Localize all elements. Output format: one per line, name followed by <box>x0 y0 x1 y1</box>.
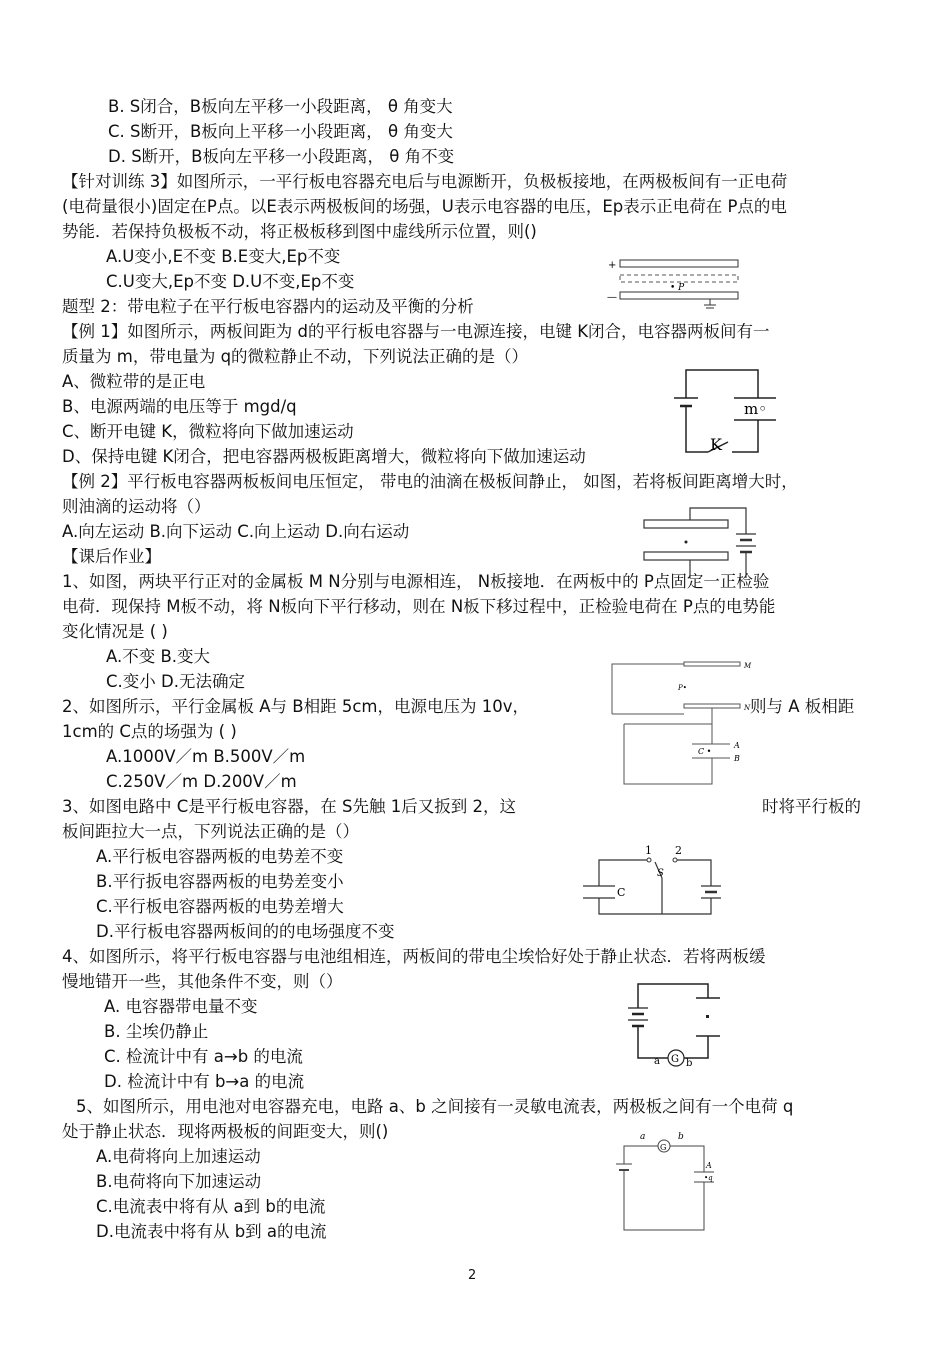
figure-hw1-hw2-circuits <box>604 652 752 792</box>
point-c-label: C • <box>698 747 712 756</box>
training3-question-line3: 势能．若保持负极板不动，将正极板移到图中虚线所示位置，则() <box>62 222 537 241</box>
point-p-label: • P <box>670 283 685 293</box>
hw4-question-line2: 慢地错开一些，其他条件不变，则（） <box>62 972 343 991</box>
example1-option-d: D、保持电键 K闭合，把电容器两极板距离增大，微粒将向下做加速运动 <box>62 447 586 466</box>
hw2-question-line1-tail: 则与 A 板相距 <box>750 697 855 716</box>
hw5-question-line1: 5、如图所示，用电池对电容器充电，电路 a、b 之间接有一灵敏电流表，两极板之间有一个电荷 q <box>76 1097 794 1116</box>
training3-question-line1: 【针对训练 3】如图所示，一平行板电容器充电后与电源断开，负极板接地，在两极板间有一正电荷 <box>62 172 788 191</box>
hw5-option-b: B.电荷将向下加速运动 <box>96 1172 262 1191</box>
training3-question-line2: (电荷量很小)固定在P点。以E表示两极板间的场强，U表示电容器的电压，Ep表示正电荷在 P点的电 <box>62 197 787 216</box>
example2-question-line1: 【例 2】平行板电容器两板板间电压恒定， 带电的油滴在极板间静止， 如图，若将板间距离增大时， <box>62 472 798 491</box>
example1-option-c: C、断开电键 K，微粒将向下做加速运动 <box>62 422 354 441</box>
switch-pos1-label: 1 <box>645 844 652 857</box>
option-b-s-closed: B. S闭合，B板向左平移一小段距离， θ 角变大 <box>108 97 453 116</box>
figure-hw5-galvanometer-circuit <box>610 1130 730 1240</box>
figure-example1-circuit <box>670 362 780 462</box>
point-a-label-hw5: a <box>640 1132 646 1142</box>
example1-option-a: A、微粒带的是正电 <box>62 372 206 391</box>
galvanometer-g-label: G <box>671 1054 679 1065</box>
hw2-question-line2: 1cm的 C点的场强为 ( ) <box>62 722 237 741</box>
hw3-question-line1-tail: 时将平行板的 <box>762 797 861 816</box>
charge-q-label: •q <box>704 1174 713 1182</box>
plate-a-label: A <box>734 741 740 750</box>
minus-label: — <box>607 292 617 303</box>
training3-options-ab: A.U变小,E不变 B.E变大,Ep不变 <box>106 247 341 266</box>
hw3-question-line2: 板间距拉大一点，下列说法正确的是（） <box>62 822 359 841</box>
point-b-label: b <box>686 1058 693 1069</box>
page-number: 2 <box>468 1268 477 1283</box>
hw5-option-c: C.电流表中将有从 a到 b的电流 <box>96 1197 326 1216</box>
homework-heading: 【课后作业】 <box>62 547 161 566</box>
hw4-option-d: D. 检流计中有 b→a 的电流 <box>104 1072 305 1091</box>
plate-n-label: N <box>744 704 751 712</box>
hw2-options-ab: A.1000V／m B.500V／m <box>106 747 306 766</box>
hw4-option-b: B. 尘埃仍静止 <box>104 1022 209 1041</box>
plate-a-label-hw5: A <box>706 1161 712 1170</box>
example2-question-line2: 则油滴的运动将（） <box>62 497 211 516</box>
figure-hw4-galvanometer-circuit <box>624 978 724 1068</box>
point-a-label: a <box>654 1056 660 1067</box>
hw4-question-line1: 4、如图所示，将平行板电容器与电池组相连，两板间的带电尘埃恰好处于静止状态．若将两板缓 <box>62 947 766 966</box>
hw2-options-cd: C.250V／m D.200V／m <box>106 772 297 791</box>
plus-label: + <box>608 260 617 271</box>
switch-k-label: K <box>710 435 722 454</box>
hw1-question-line1: 1、如图，两块平行正对的金属板 M N分别与电源相连， N板接地．在两板中的 P点固定一正检验 <box>62 572 770 591</box>
figure-example2-oil-drop <box>640 502 770 582</box>
example1-question-line1: 【例 1】如图所示，两板间距为 d的平行板电容器与一电源连接，电键 K闭合，电容器两板间有一 <box>62 322 770 341</box>
example1-question-line2: 质量为 m，带电量为 q的微粒静止不动，下列说法正确的是（） <box>62 347 529 366</box>
particle-m-label: m◦ <box>744 400 768 418</box>
hw3-option-b: B.平行扳电容器两板的电势差变小 <box>96 872 344 891</box>
hw3-option-c: C.平行板电容器两板的电势差增大 <box>96 897 344 916</box>
option-d-s-open-left: D. S断开，B板向左平移一小段距离， θ 角不变 <box>108 147 455 166</box>
training3-options-cd: C.U变大,Ep不变 D.U不变,Ep不变 <box>106 272 355 291</box>
example1-option-b: B、电源两端的电压等于 mgd/q <box>62 397 297 416</box>
figure-capacitor-dashed-plate <box>606 252 746 310</box>
point-b-label-hw5: b <box>678 1132 684 1142</box>
switch-pos2-label: 2 <box>675 844 682 857</box>
hw3-question-line1: 3、如图电路中 C是平行板电容器，在 S先触 1后又扳到 2，这 <box>62 797 516 816</box>
hw3-option-d: D.平行板电容器两板间的的电场强度不变 <box>96 922 395 941</box>
example2-options: A.向左运动 B.向下运动 C.向上运动 D.向右运动 <box>62 522 410 541</box>
hw1-options-ab: A.不变 B.变大 <box>106 647 211 666</box>
hw4-option-a: A. 电容器带电量不变 <box>104 997 258 1016</box>
hw5-option-d: D.电流表中将有从 b到 a的电流 <box>96 1222 327 1241</box>
hw5-question-line2: 处于静止状态．现将两极板的间距变大，则() <box>62 1122 389 1141</box>
plate-b-label: B <box>734 754 740 763</box>
hw1-options-cd: C.变小 D.无法确定 <box>106 672 245 691</box>
hw1-question-line2: 电荷．现保持 M板不动，将 N板向下平行移动，则在 N板下移过程中，正检验电荷在 P点的电势能 <box>62 597 776 616</box>
plate-m-label: M <box>744 662 752 670</box>
capacitor-c-label: C <box>617 886 626 899</box>
hw1-question-line3: 变化情况是 ( ) <box>62 622 168 641</box>
hw2-question-line1: 2、如图所示，平行金属板 A与 B相距 5cm，电源电压为 10v， <box>62 697 529 716</box>
option-c-s-open-up: C. S断开，B板向上平移一小段距离， θ 角变大 <box>108 122 453 141</box>
switch-s-label: S <box>657 868 664 879</box>
point-p-label-hw1: P• <box>678 684 687 692</box>
figure-hw3-switch-circuit <box>575 842 725 922</box>
topic2-heading: 题型 2：带电粒子在平行板电容器内的运动及平衡的分析 <box>62 297 474 316</box>
hw5-option-a: A.电荷将向上加速运动 <box>96 1147 261 1166</box>
galvanometer-g-label-hw5: G <box>660 1143 667 1152</box>
hw3-option-a: A.平行板电容器两板的电势差不变 <box>96 847 344 866</box>
hw4-option-c: C. 检流计中有 a→b 的电流 <box>104 1047 303 1066</box>
